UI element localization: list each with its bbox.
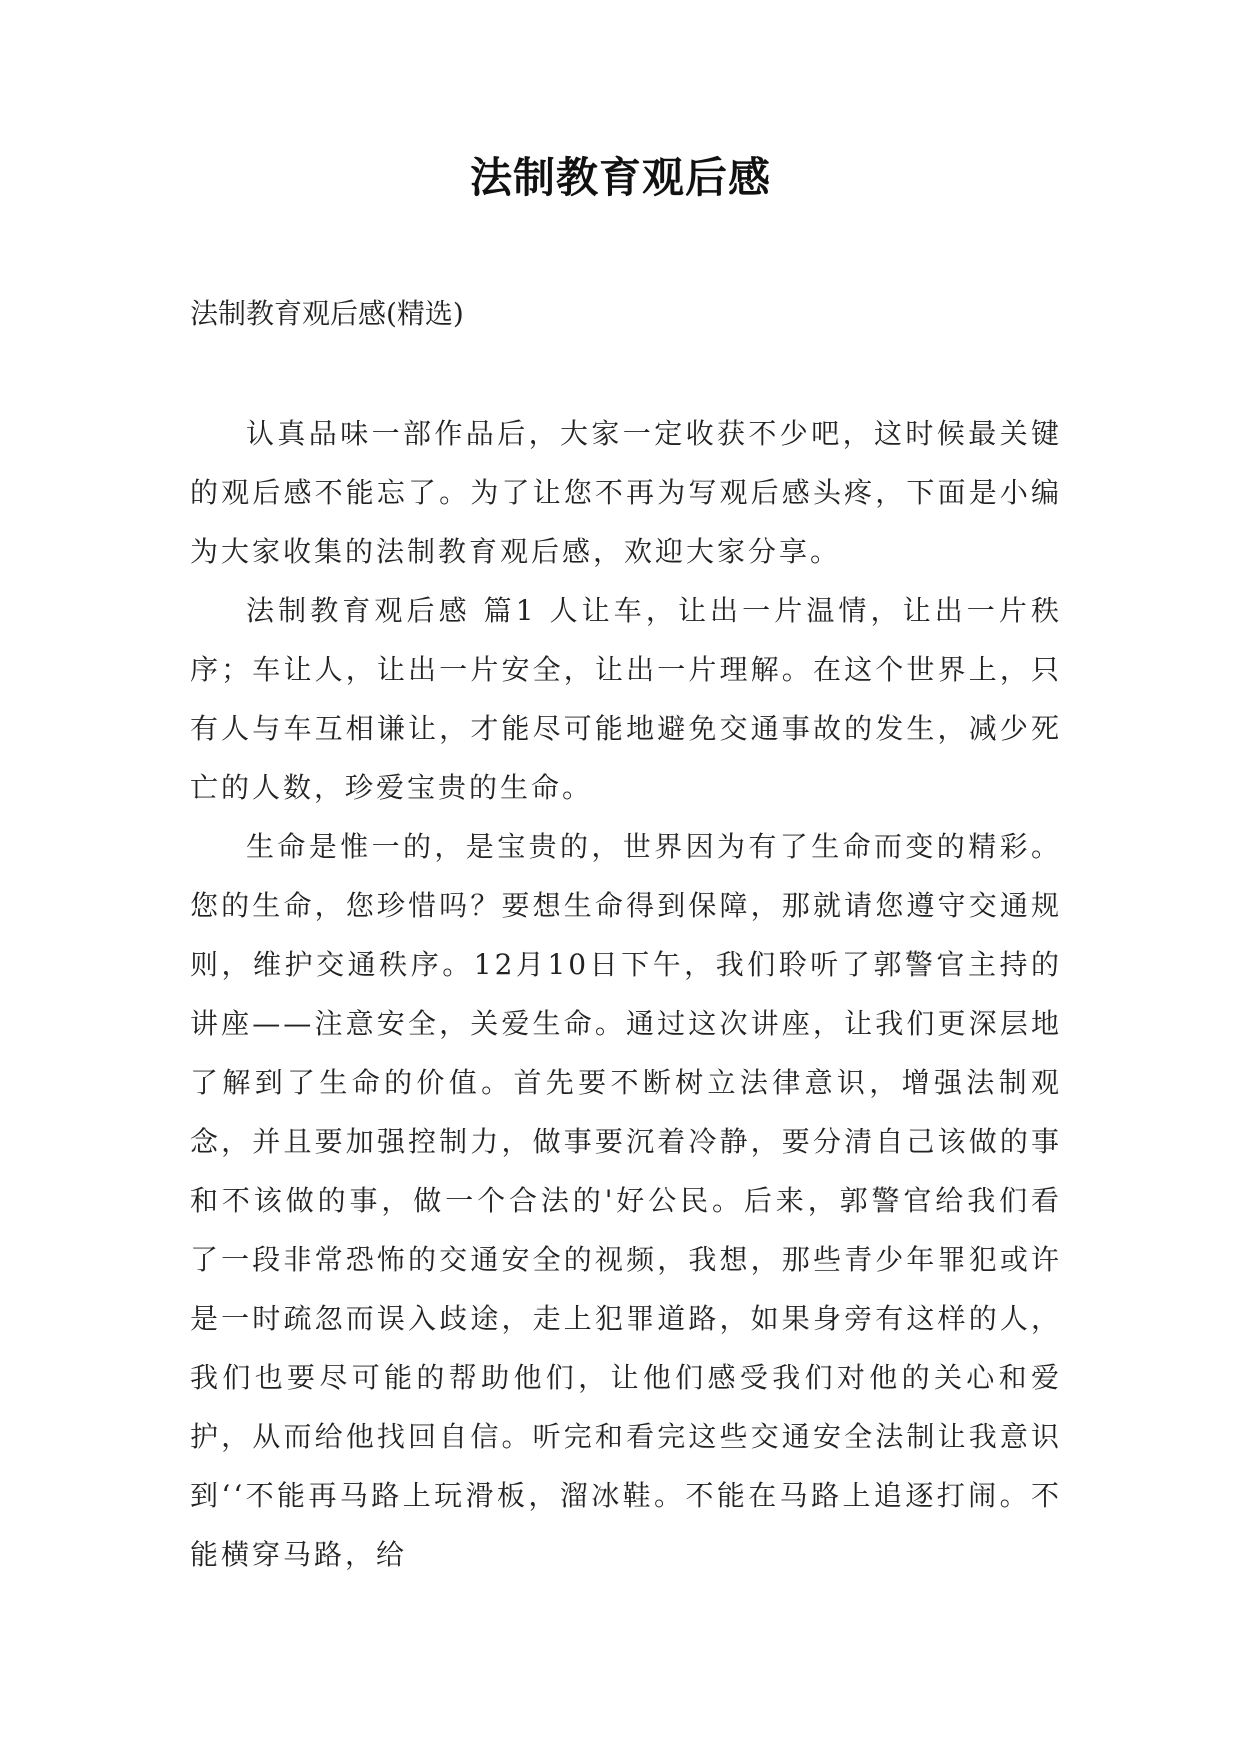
paragraph-intro: 认真品味一部作品后，大家一定收获不少吧，这时候最关键的观后感不能忘了。为了让您不再为写观后感头疼，下面是小编为大家收集的法制教育观后感，欢迎大家分享。: [190, 417, 1062, 568]
document-title: 法制教育观后感: [469, 153, 771, 202]
document-subtitle: 法制教育观后感(精选): [190, 297, 464, 330]
paragraph-section-1: 法制教育观后感 篇1 人让车，让出一片温情，让出一片秩序；车让人，让出一片安全，让出一片理解。在这个世界上，只有人与车互相谦让，才能尽可能地避免交通事故的发生，减少死亡的人数，珍爱宝贵的生命。: [190, 594, 1062, 804]
document-body: [190, 404, 1062, 1584]
paragraph-section-2: 生命是惟一的，是宝贵的，世界因为有了生命而变的精彩。您的生命，您珍惜吗？要想生命得到保障，那就请您遵守交通规则，维护交通秩序。12月10日下午，我们聆听了郭警官主持的讲座——注意安全，关爱生命。通过这次讲座，让我们更深层地了解到了生命的价值。首先要不断树立法律意识，增强法制观念，并且要加强控制力，做事要沉着冷静，要分清自己该做的事和不该做的事，做一个合法的'好公民。后来，郭警官给我们看了一段非常恐怖的交通安全的视频，我想，那些青少年罪犯或许是一时疏忽而误入歧途，走上犯罪道路，如果身旁有这样的人，我们也要尽可能的帮助他们，让他们感受我们对他的关心和爱护，从而给他找回自信。听完和看完这些交通安全法制让我意识到‘‘不能再马路上玩滑板，溜冰鞋。不能在马路上追逐打闹。不能横穿马路，给: [190, 830, 1062, 1571]
